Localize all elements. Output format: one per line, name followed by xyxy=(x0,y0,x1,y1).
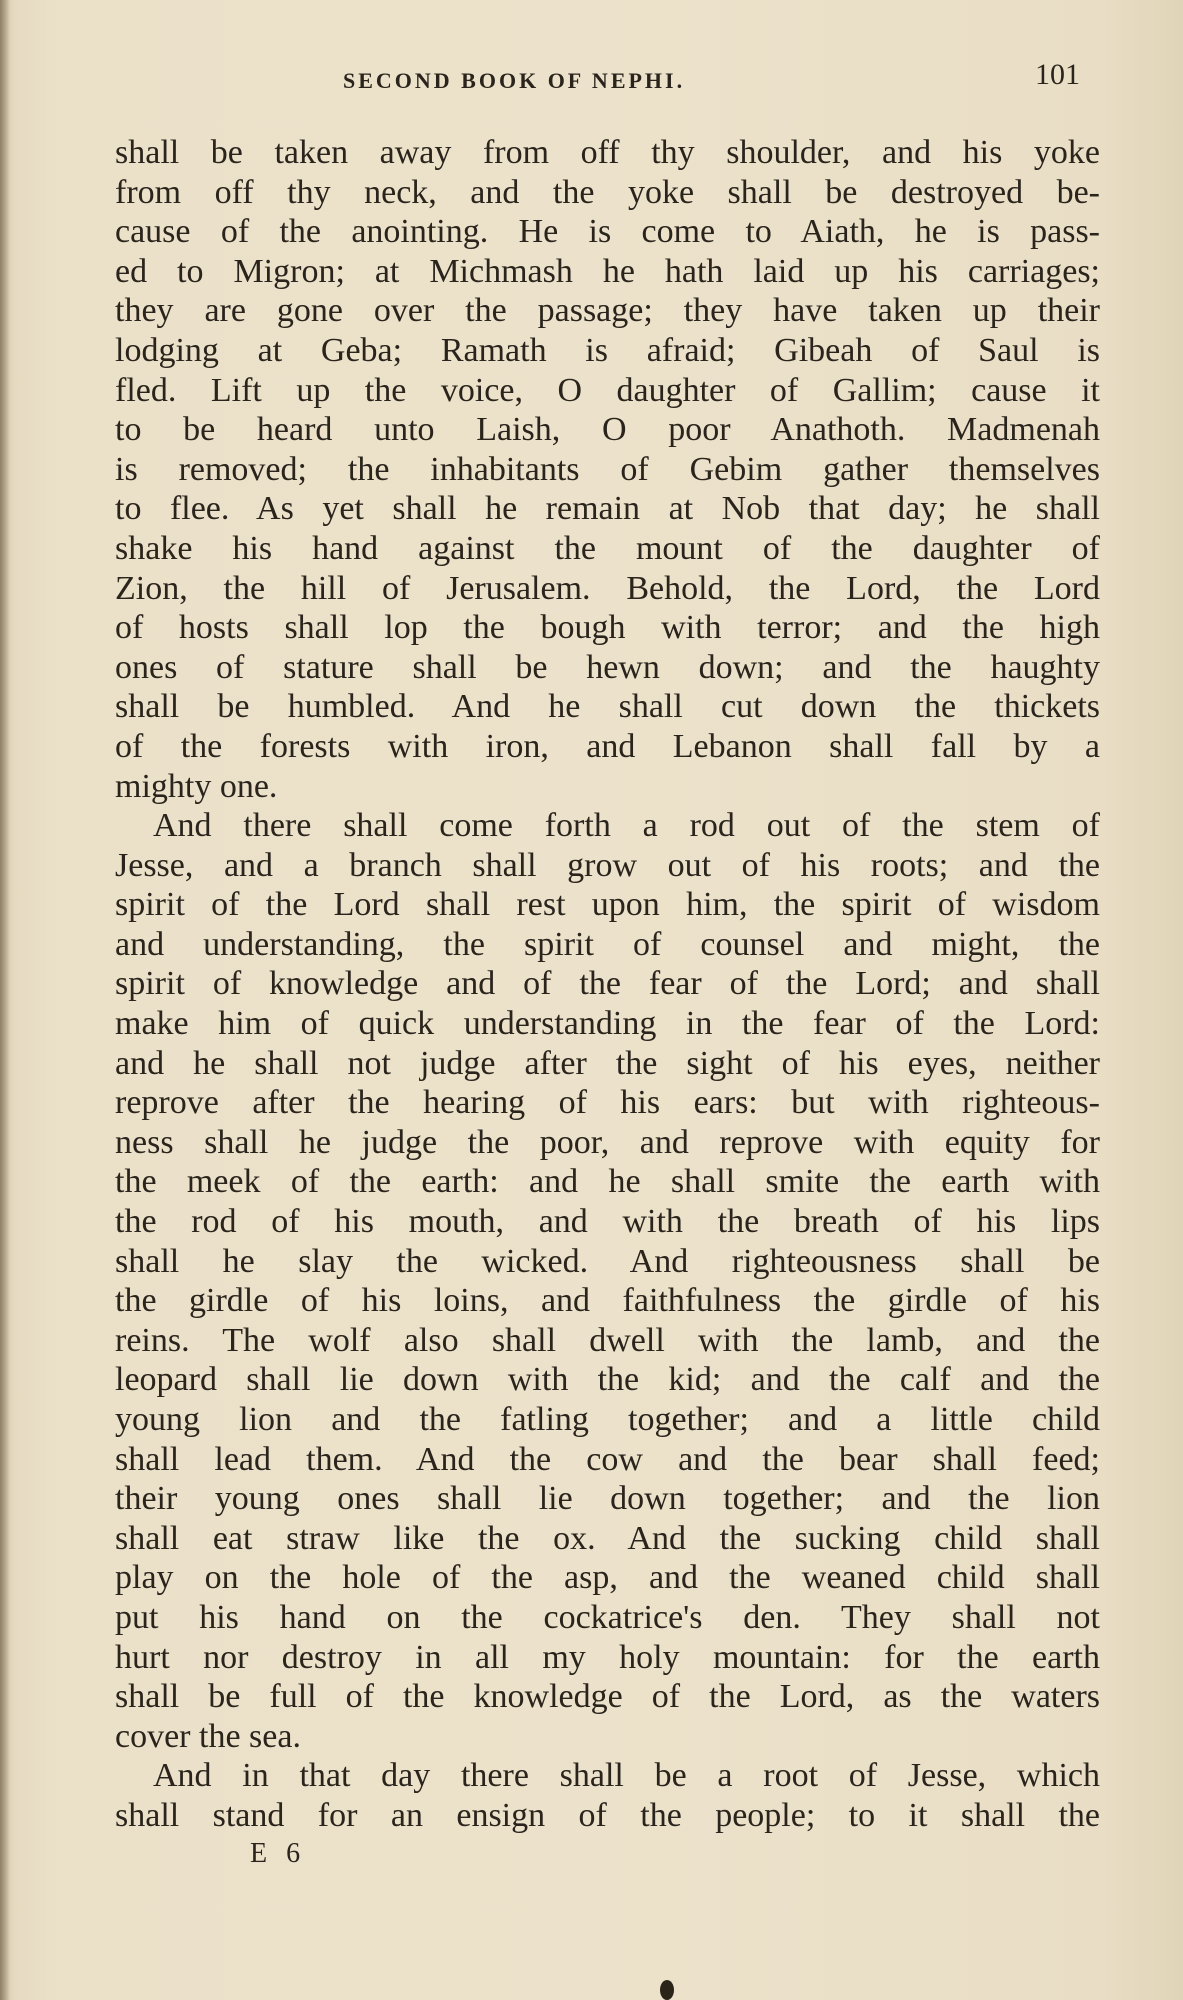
text-line: Zion, the hill of Jerusalem. Behold, the Lord, the Lord xyxy=(115,569,1100,607)
text-line: spirit of the Lord shall rest upon him, the spirit of wisdom xyxy=(115,886,1100,924)
text-line: shake his hand against the mount of the daughter of xyxy=(115,529,1100,567)
text-line: of hosts shall lop the bough with terror; and the high xyxy=(115,609,1100,647)
text-line: play on the hole of the asp, and the weaned child shall xyxy=(115,1559,1100,1597)
paragraph-end-line: cover the sea. xyxy=(115,1717,301,1755)
page-number: 101 xyxy=(1035,58,1080,91)
text-line: put his hand on the cockatrice's den. They shall not xyxy=(115,1598,1100,1636)
text-line: the meek of the earth: and he shall smite the earth with xyxy=(115,1163,1100,1201)
text-line: shall he slay the wicked. And righteousness shall be xyxy=(115,1242,1100,1280)
text-line: ones of stature shall be hewn down; and the haughty xyxy=(115,648,1100,686)
body-text xyxy=(115,133,1100,1836)
text-line: of the forests with iron, and Lebanon shall fall by a xyxy=(115,727,1100,765)
signature-mark: E 6 xyxy=(250,1838,307,1869)
text-line: Jesse, and a branch shall grow out of his roots; and the xyxy=(115,846,1100,884)
text-line: ed to Migron; at Michmash he hath laid up his carriages; xyxy=(115,252,1100,290)
paragraph-start-line: And in that day there shall be a root of Jesse, which xyxy=(153,1757,1100,1795)
text-line: ness shall he judge the poor, and reprove with equity for xyxy=(115,1123,1100,1161)
text-line: to be heard unto Laish, O poor Anathoth. Madmenah xyxy=(115,411,1100,449)
text-line: cause of the anointing. He is come to Aiath, he is pass- xyxy=(115,213,1100,251)
text-line: shall stand for an ensign of the people; to it shall the xyxy=(115,1796,1100,1834)
running-head xyxy=(115,58,1080,98)
running-head-title: SECOND BOOK OF NEPHI. xyxy=(343,68,686,93)
text-line: reins. The wolf also shall dwell with the lamb, and the xyxy=(115,1321,1100,1359)
text-line: make him of quick understanding in the fear of the Lord: xyxy=(115,1005,1100,1043)
text-line: and understanding, the spirit of counsel and might, the xyxy=(115,925,1100,963)
text-line: they are gone over the passage; they have taken up their xyxy=(115,292,1100,330)
text-line: spirit of knowledge and of the fear of the Lord; and shall xyxy=(115,965,1100,1003)
text-line: to flee. As yet shall he remain at Nob that day; he shall xyxy=(115,490,1100,528)
text-line: leopard shall lie down with the kid; and the calf and the xyxy=(115,1361,1100,1399)
text-line: shall eat straw like the ox. And the sucking child shall xyxy=(115,1519,1100,1557)
text-line: the rod of his mouth, and with the breath of his lips xyxy=(115,1203,1100,1241)
text-line: shall be taken away from off thy shoulder, and his yoke xyxy=(115,134,1100,171)
text-line: is removed; the inhabitants of Gebim gather themselves xyxy=(115,450,1100,488)
text-line: shall be full of the knowledge of the Lord, as the waters xyxy=(115,1678,1100,1716)
text-line: the girdle of his loins, and faithfulness the girdle of his xyxy=(115,1282,1100,1320)
gutter-shadow xyxy=(0,0,10,2000)
ink-blot xyxy=(660,1980,674,2000)
text-line: their young ones shall lie down together; and the lion xyxy=(115,1480,1100,1518)
text-line: lodging at Geba; Ramath is afraid; Gibeah of Saul is xyxy=(115,331,1100,369)
paragraph-end-line: mighty one. xyxy=(115,767,278,805)
text-line: from off thy neck, and the yoke shall be destroyed be- xyxy=(115,173,1100,211)
paragraph-start-line: And there shall come forth a rod out of the stem of xyxy=(153,807,1100,845)
text-line: reprove after the hearing of his ears: but with righteous- xyxy=(115,1084,1100,1122)
text-line: shall lead them. And the cow and the bear shall feed; xyxy=(115,1440,1100,1478)
text-line: fled. Lift up the voice, O daughter of Gallim; cause it xyxy=(115,371,1100,409)
text-line: shall be humbled. And he shall cut down the thickets xyxy=(115,688,1100,726)
text-line: hurt nor destroy in all my holy mountain: for the earth xyxy=(115,1638,1100,1676)
text-line: and he shall not judge after the sight of his eyes, neither xyxy=(115,1044,1100,1082)
text-line: young lion and the fatling together; and a little child xyxy=(115,1401,1100,1438)
